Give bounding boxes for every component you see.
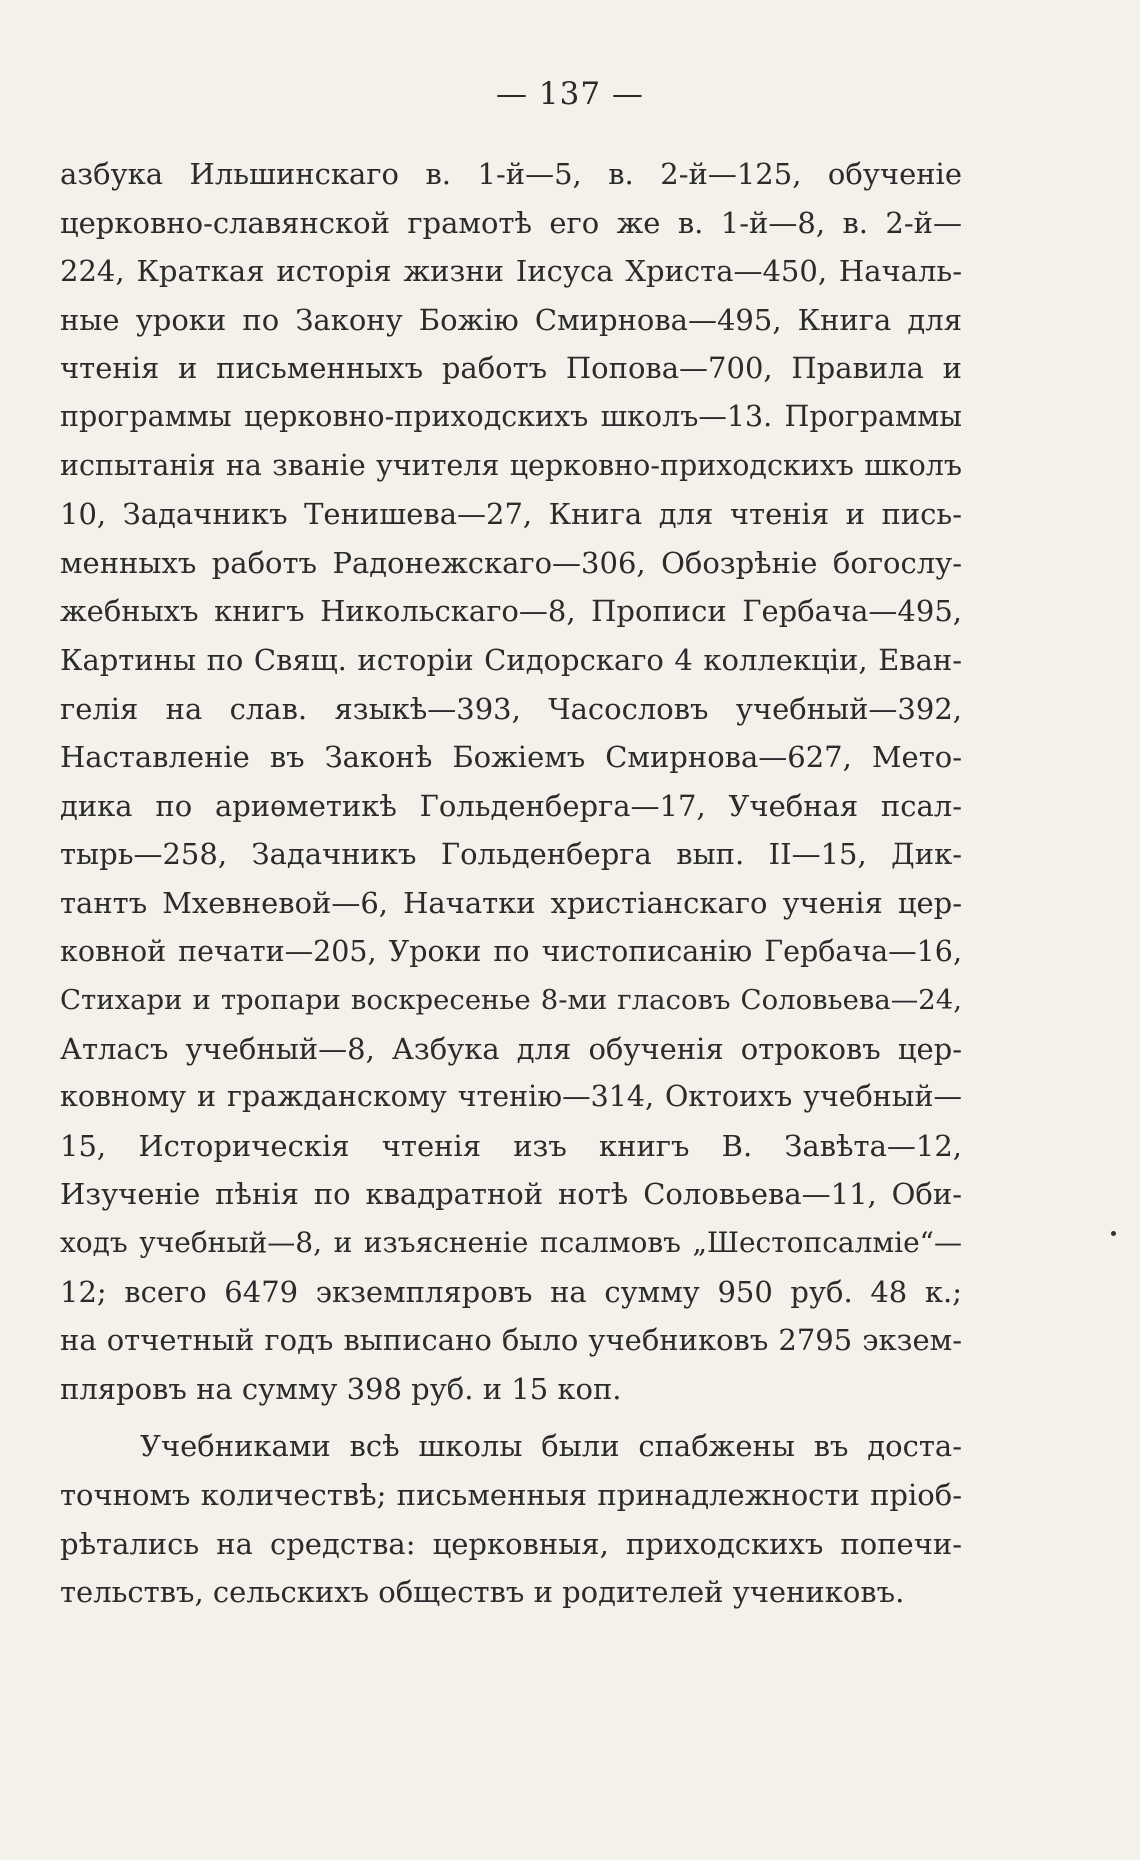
line-text: точномъ количествѣ; письменныя принадлежности пріоб- [60,1478,962,1513]
line-text: пляровъ на сумму 398 руб. и 15 коп. [60,1371,622,1406]
text-line [0,1221,1140,1270]
line-text: Учебниками всѣ школы были спабжены въ доста- [140,1429,962,1464]
page-number: — 137 — [496,76,644,112]
text-line [0,930,1140,979]
line-text: 10, Задачникъ Тенишева—27, Книга для чтенія и пись- [60,497,962,532]
line-text: дика по ариѳметикѣ Гольденберга—17, Учебная псал- [60,788,962,823]
line-text: гелія на слав. языкѣ—393, Часословъ учебный—392, [60,691,962,726]
margin-dot [1111,1231,1116,1236]
line-text: тырь—258, Задачникъ Гольденберга вып. II—15, Дик- [60,837,962,872]
line-text: Наставленіе въ Законѣ Божіемъ Смирнова—627, Мето- [60,740,962,775]
text-line [0,784,1140,833]
text-line [0,201,1140,250]
line-text: 224, Краткая исторія жизни Іисуса Христа—450, Началь- [60,254,962,289]
text-line [0,1027,1140,1076]
page-body [0,152,1140,1619]
text-line [0,1473,1140,1522]
text-line [0,346,1140,395]
text-line [0,1424,1140,1473]
line-text: рѣтались на средства: церковныя, приходскихъ попечи- [60,1526,962,1561]
line-text: ходъ учебный—8, и изъясненіе псалмовъ „Шестопсалміе“— [60,1226,962,1260]
line-text: менныхъ работъ Радонежскаго—306, Обозрѣніе богослу- [60,545,962,580]
text-line [0,1318,1140,1367]
line-text: 15, Историческія чтенія изъ книгъ В. Завѣта—12, [60,1128,962,1163]
text-line [0,832,1140,881]
line-text: тельствъ, сельскихъ обществъ и родителей учениковъ. [60,1575,905,1610]
line-text: жебныхъ книгъ Никольскаго—8, Прописи Гербача—495, [60,594,962,629]
line-text: 12; всего 6479 экземпляровъ на сумму 950 руб. 48 к.; [60,1274,962,1309]
line-text: Атласъ учебный—8, Азбука для обученія отроковъ цер- [60,1031,962,1066]
text-line [0,492,1140,541]
text-line [0,735,1140,784]
text-line [0,298,1140,347]
text-line [0,1075,1140,1124]
line-text: церковно-славянской грамотѣ его же в. 1-й—8, в. 2-й— [60,205,962,240]
line-text: чтенія и письменныхъ работъ Попова—700, Правила и [60,351,962,386]
text-line [0,1522,1140,1571]
line-text: испытанія на званіе учителя церковно-приходскихъ школъ [60,448,962,482]
text-line [0,1124,1140,1173]
line-text: азбука Ильшинскаго в. 1-й—5, в. 2-й—125, обученіе [60,157,962,191]
text-line [0,687,1140,736]
line-text: ковному и гражданскому чтенію—314, Октоихъ учебный— [60,1080,962,1114]
text-line [0,444,1140,493]
line-text: Стихари и тропари воскресенье 8-ми гласовъ Соловьева—24, [60,984,962,1017]
line-text: тантъ Мхевневой—6, Начатки христіанскаго ученія цер- [60,885,962,920]
line-text: Картины по Свящ. исторіи Сидорскаго 4 коллекціи, Еван- [60,642,962,677]
text-line [0,1367,1140,1416]
text-line [0,589,1140,638]
line-text: ковной печати—205, Уроки по чистописанію Гербача—16, [60,934,962,968]
text-line [0,978,1140,1027]
text-line [0,1570,1140,1619]
line-text: на отчетный годъ выписано было учебниковъ 2795 экзем- [60,1323,962,1358]
text-line [0,638,1140,687]
text-line [0,395,1140,444]
text-line [0,1270,1140,1319]
text-line [0,249,1140,298]
line-text: программы церковно-приходскихъ школъ—13. Программы [60,399,962,433]
line-text: Изученіе пѣнія по квадратной нотѣ Соловьева—11, Оби- [60,1177,962,1212]
text-line [0,152,1140,201]
text-line [0,1172,1140,1221]
text-line [0,881,1140,930]
line-text: ные уроки по Закону Божію Смирнова—495, Книга для [60,302,962,337]
text-line [0,541,1140,590]
